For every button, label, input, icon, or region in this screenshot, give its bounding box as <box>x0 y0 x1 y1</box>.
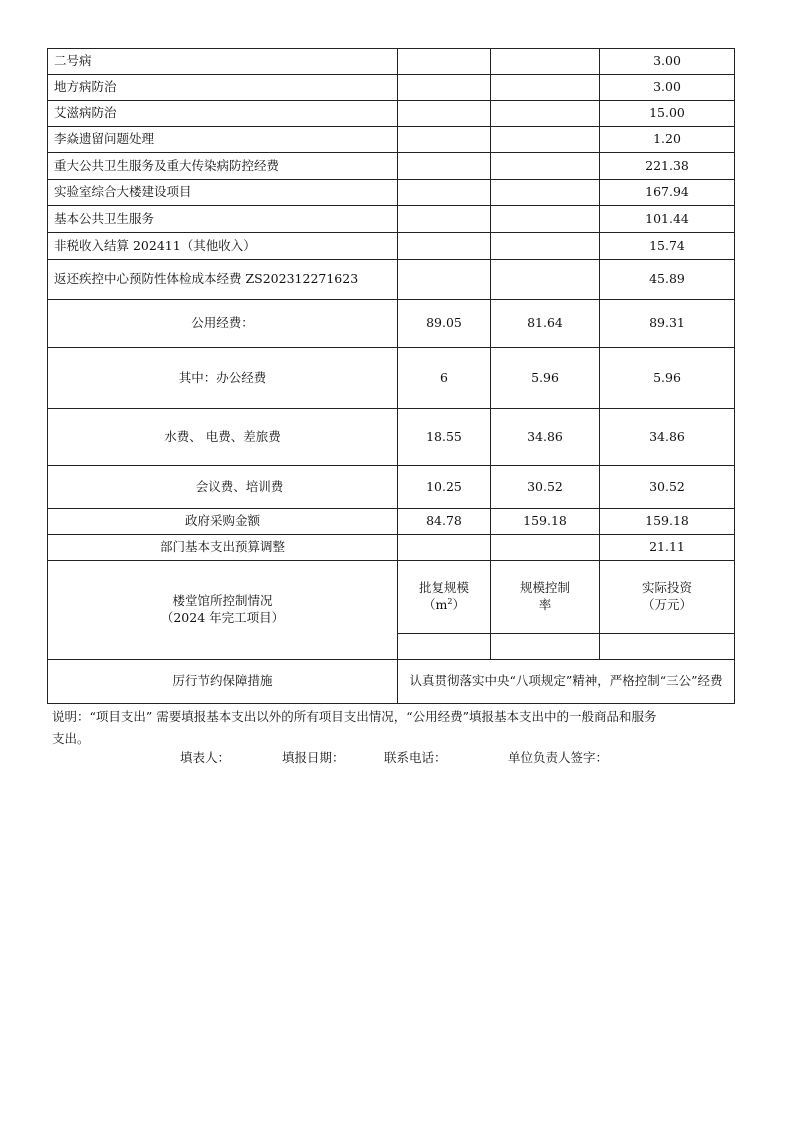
row-label: 公用经费： <box>48 300 398 348</box>
scale-control-rate-header <box>491 561 600 634</box>
table-row <box>48 101 735 127</box>
row-value-a <box>398 206 491 233</box>
row-value-c: 159.18 <box>600 509 735 535</box>
row-value-a: 84.78 <box>398 509 491 535</box>
table-row <box>48 127 735 153</box>
filler-label: 填表人： <box>180 750 231 765</box>
row-value-a <box>398 260 491 300</box>
row-value-c: 15.74 <box>600 233 735 260</box>
row-value-b: 159.18 <box>491 509 600 535</box>
row-value-b <box>491 206 600 233</box>
table-row <box>48 509 735 535</box>
row-label: 部门基本支出预算调整 <box>48 535 398 561</box>
actual-investment-value <box>600 634 735 660</box>
row-value-c: 45.89 <box>600 260 735 300</box>
row-label: 会议费、培训费 <box>48 466 398 509</box>
row-value-a <box>398 75 491 101</box>
table-row <box>48 206 735 233</box>
row-label: 政府采购金额 <box>48 509 398 535</box>
row-value-a: 89.05 <box>398 300 491 348</box>
row-value-a <box>398 153 491 180</box>
row-value-c: 5.96 <box>600 348 735 409</box>
leader-sign-label: 单位负责人签字： <box>507 750 608 765</box>
row-value-a <box>398 127 491 153</box>
thrift-measures-label: 厉行节约保障措施 <box>48 660 398 704</box>
row-value-c: 3.00 <box>600 75 735 101</box>
row-label: 返还疾控中心预防性体检成本经费 ZS202312271623 <box>48 260 398 300</box>
thrift-measures-row <box>48 660 735 704</box>
row-value-b <box>491 180 600 206</box>
row-value-b <box>491 49 600 75</box>
signature-row <box>180 748 608 766</box>
row-value-a <box>398 535 491 561</box>
table-row <box>48 348 735 409</box>
row-value-c: 3.00 <box>600 49 735 75</box>
approved-scale-unit: $(m^2)$ <box>423 596 465 613</box>
table-row <box>48 535 735 561</box>
row-value-b: 81.64 <box>491 300 600 348</box>
table-row <box>48 300 735 348</box>
table-row <box>48 75 735 101</box>
row-value-b: 34.86 <box>491 409 600 466</box>
building-control-header-row <box>48 561 735 634</box>
row-value-b <box>491 127 600 153</box>
table-row <box>48 233 735 260</box>
row-label: 非税收入结算 202411（其他收入） <box>48 233 398 260</box>
row-value-a: 18.55 <box>398 409 491 466</box>
row-value-c: 1.20 <box>600 127 735 153</box>
scale-control-rate-title-cont: 率 <box>538 597 552 612</box>
row-value-b <box>491 535 600 561</box>
row-value-b <box>491 233 600 260</box>
row-label: 基本公共卫生服务 <box>48 206 398 233</box>
row-value-c: 34.86 <box>600 409 735 466</box>
row-label: 水费、 电费、差旅费 <box>48 409 398 466</box>
row-label: 艾滋病防治 <box>48 101 398 127</box>
table-row <box>48 466 735 509</box>
approved-scale-title: 批复规模 <box>418 580 469 596</box>
building-control-label <box>48 561 398 660</box>
actual-investment-unit: （万元） <box>641 597 692 612</box>
row-value-c: 21.11 <box>600 535 735 561</box>
row-value-c: 167.94 <box>600 180 735 206</box>
scale-control-rate-value <box>491 634 600 660</box>
scale-control-rate-title: 规模控制 <box>519 580 570 596</box>
row-value-b <box>491 153 600 180</box>
row-value-b: 30.52 <box>491 466 600 509</box>
thrift-measures-text: 认真贯彻落实中央“八项规定”精神，严格控制“三公”经费 <box>398 660 735 704</box>
row-label: 重大公共卫生服务及重大传染病防控经费 <box>48 153 398 180</box>
row-label: 二号病 <box>48 49 398 75</box>
row-value-c: 89.31 <box>600 300 735 348</box>
building-control-title: 楼堂馆所控制情况 <box>172 593 273 609</box>
row-value-a <box>398 233 491 260</box>
row-value-a <box>398 49 491 75</box>
phone-label: 联系电话： <box>383 750 447 765</box>
row-label: 其中：办公经费 <box>48 348 398 409</box>
row-value-b: 5.96 <box>491 348 600 409</box>
actual-investment-header <box>600 561 735 634</box>
budget-table <box>47 48 735 704</box>
table-row <box>48 260 735 300</box>
note-line-2: 支出。 <box>52 731 90 746</box>
actual-investment-title: 实际投资 <box>641 580 692 596</box>
table-row <box>48 49 735 75</box>
row-value-b <box>491 101 600 127</box>
row-label: 实验室综合大楼建设项目 <box>48 180 398 206</box>
footer-note <box>52 706 742 750</box>
row-value-a <box>398 101 491 127</box>
fill-date-label: 填报日期： <box>281 750 345 765</box>
row-label: 李焱遗留问题处理 <box>48 127 398 153</box>
row-value-b <box>491 75 600 101</box>
row-label: 地方病防治 <box>48 75 398 101</box>
row-value-a <box>398 180 491 206</box>
row-value-c: 101.44 <box>600 206 735 233</box>
table-row <box>48 409 735 466</box>
table-row <box>48 180 735 206</box>
table-row <box>48 153 735 180</box>
approved-scale-value <box>398 634 491 660</box>
note-line-1: 说明：“项目支出” 需要填报基本支出以外的所有项目支出情况，“公用经费”填报基本支出中的一般商品和服务 <box>52 709 657 724</box>
row-value-c: 221.38 <box>600 153 735 180</box>
building-control-subtitle: （2024 年完工项目） <box>160 610 285 625</box>
approved-scale-header <box>398 561 491 634</box>
row-value-c: 30.52 <box>600 466 735 509</box>
row-value-b <box>491 260 600 300</box>
row-value-a: 10.25 <box>398 466 491 509</box>
row-value-a: 6 <box>398 348 491 409</box>
row-value-c: 15.00 <box>600 101 735 127</box>
